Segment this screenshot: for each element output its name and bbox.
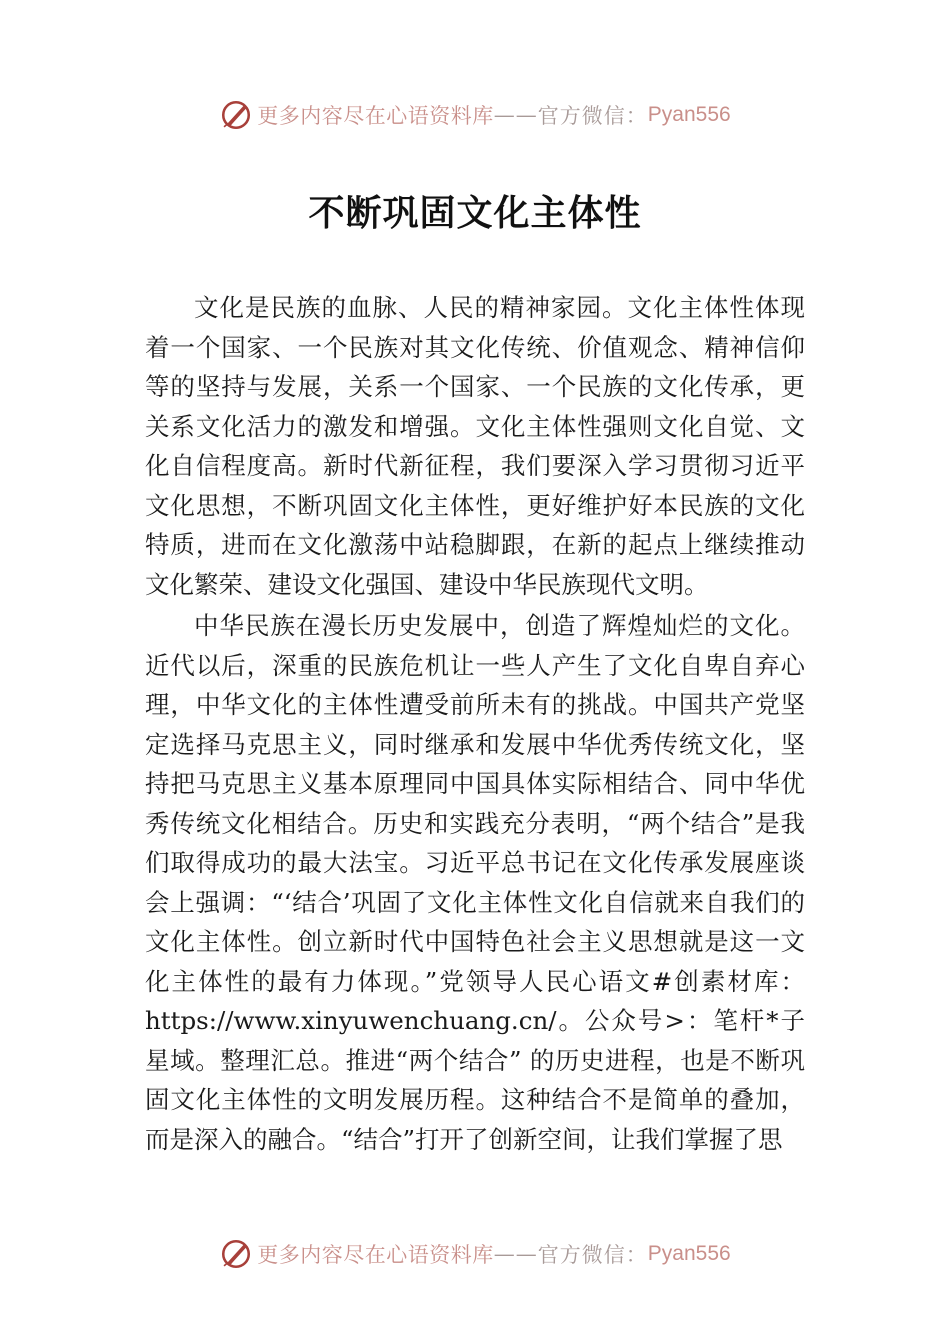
banner-dash: —— bbox=[493, 103, 538, 127]
banner-wechat-label: 官方微信： bbox=[537, 104, 648, 128]
document-body bbox=[145, 288, 805, 1159]
quill-seal-logo bbox=[219, 98, 253, 132]
banner-text: 更多内容尽在心语资料库 bbox=[257, 1243, 494, 1267]
paragraph: 文化是民族的血脉、人民的精神家园。文化主体性体现着一个国家、一个民族对其文化传统、价值观念、精神信仰等的坚持与发展，关系一个国家、一个民族的文化传承，更关系文化活力的激发和增强。文化主体性强则文化自觉、文化自信程度高。新时代新征程，我们要深入学习贯彻习近平文化思想，不断巩固文化主体性，更好维护好本民族的文化特质，进而在文化激荡中站稳脚跟，在新的起点上继续推动文化繁荣、建设文化强国、建设中华民族现代文明。 bbox=[145, 293, 805, 599]
header-watermark-banner bbox=[0, 95, 950, 135]
banner-wechat-label: 官方微信： bbox=[537, 1243, 648, 1267]
quill-seal-logo bbox=[219, 1237, 253, 1271]
banner-text: 更多内容尽在心语资料库 bbox=[257, 104, 494, 128]
document-title: 不断巩固文化主体性 bbox=[308, 192, 642, 234]
banner-dash: —— bbox=[493, 1242, 538, 1266]
banner-wechat-id: Pyan556 bbox=[647, 103, 731, 126]
banner-wechat-id: Pyan556 bbox=[647, 1242, 731, 1265]
paragraph: 中华民族在漫长历史发展中，创造了辉煌灿烂的文化。近代以后，深重的民族危机让一些人产生了文化自卑自弃心理，中华文化的主体性遭受前所未有的挑战。中国共产党坚定选择马克思主义，同时继承和发展中华优秀传统文化，坚持把马克思主义基本原理同中国具体实际相结合、同中华优秀传统文化相结合。历史和实践充分表明，“两个结合”是我们取得成功的最大法宝。习近平总书记在文化传承发展座谈会上强调：“‘结合’巩固了文化主体性文化自信就来自我们的文化主体性。创立新时代中国特色社会主义思想就是这一文化主体性的最有力体现。”党领导人民心语文#创素材库：https://www.xinyuwenchuang.cn/。公众号>：笔杆*子星域。整理汇总。推进“两个结合” 的历史进程，也是不断巩固文化主体性的文明发展历程。这种结合不是简单的叠加，而是深入的融合。“结合”打开了创新空间，让我们掌握了思 bbox=[145, 611, 805, 1154]
footer-watermark-banner bbox=[0, 1234, 950, 1274]
